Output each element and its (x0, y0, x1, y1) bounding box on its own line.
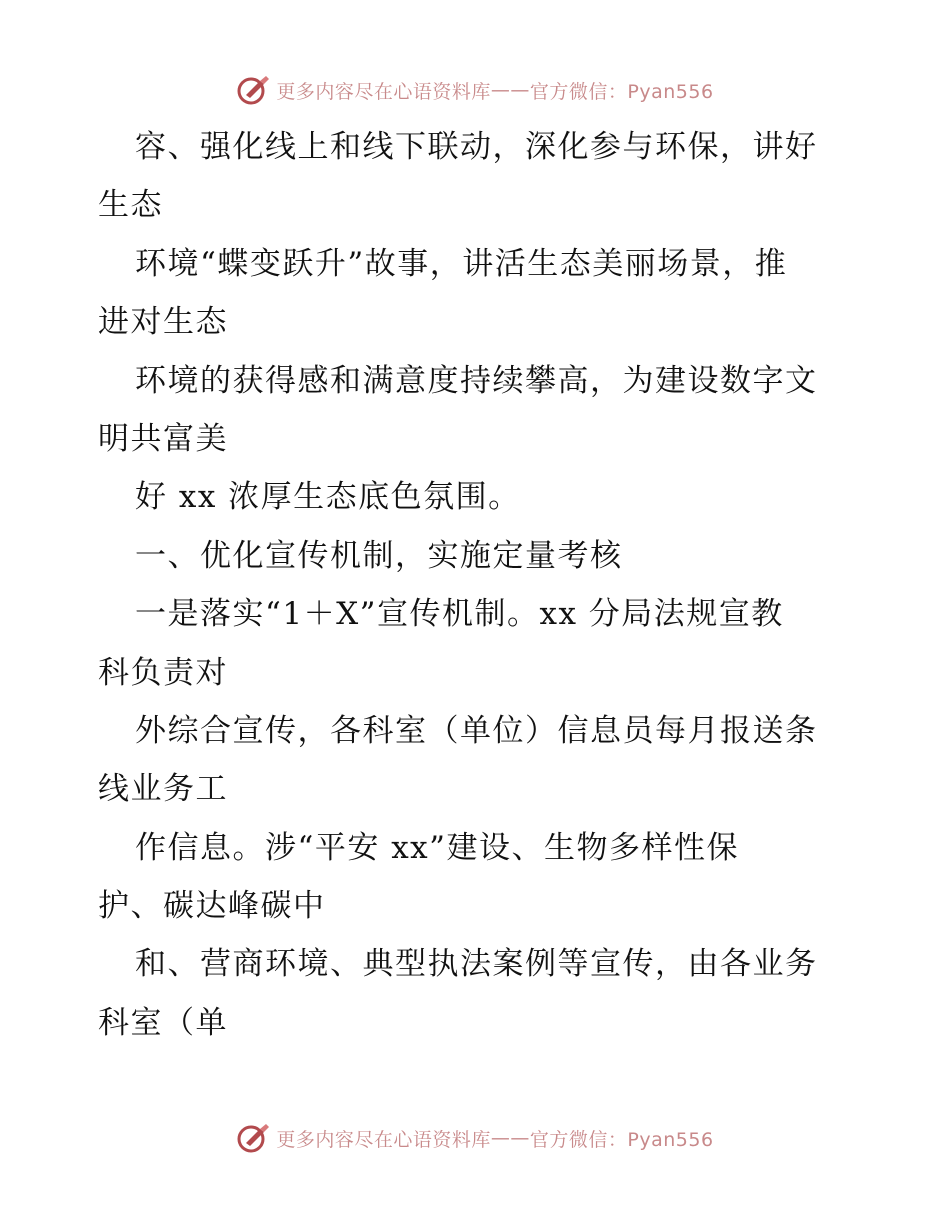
text-line: 环境的获得感和满意度持续攀高，为建设数字文 (135, 362, 818, 399)
header-watermark (0, 70, 950, 110)
text-line: 护、碳达峰碳中 (98, 888, 326, 925)
text-line: 外综合宣传，各科室（单位）信息员每月报送条 (135, 712, 818, 749)
text-line: 进对生态 (98, 304, 228, 341)
brand-logo-icon (236, 74, 272, 106)
text-line: 好 xx 浓厚生态底色氛围。 (135, 479, 521, 516)
text-line: 科负责对 (98, 654, 228, 691)
banner-wechat-text: 官方微信：Pyan556 (529, 1128, 714, 1151)
text-line: 和、营商环境、典型执法案例等宣传，由各业务 (135, 946, 818, 983)
text-line: 明共富美 (98, 420, 228, 457)
brand-logo-icon (236, 1122, 272, 1154)
banner-brand-text: 更多内容尽在心语资料库 (276, 1128, 491, 1151)
footer-watermark (0, 1118, 950, 1158)
banner-separator: —— (490, 79, 530, 101)
text-line: 环境“蝶变跃升”故事，讲活生态美丽场景，推 (135, 245, 788, 282)
text-line: 一、优化宣传机制，实施定量考核 (135, 537, 623, 574)
banner-wechat-text: 官方微信：Pyan556 (529, 80, 714, 103)
text-line: 一是落实“1＋X”宣传机制。xx 分局法规宣教 (135, 596, 784, 633)
document-body (98, 118, 858, 1052)
text-line: 作信息。涉“平安 xx”建设、生物多样性保 (135, 829, 740, 866)
text-line: 生态 (98, 187, 163, 224)
banner-brand-text: 更多内容尽在心语资料库 (276, 80, 491, 103)
banner-separator: —— (490, 1127, 530, 1149)
text-line: 科室（单 (98, 1004, 228, 1041)
text-line: 线业务工 (98, 771, 228, 808)
text-line: 容、强化线上和线下联动，深化参与环保，讲好 (135, 129, 818, 165)
